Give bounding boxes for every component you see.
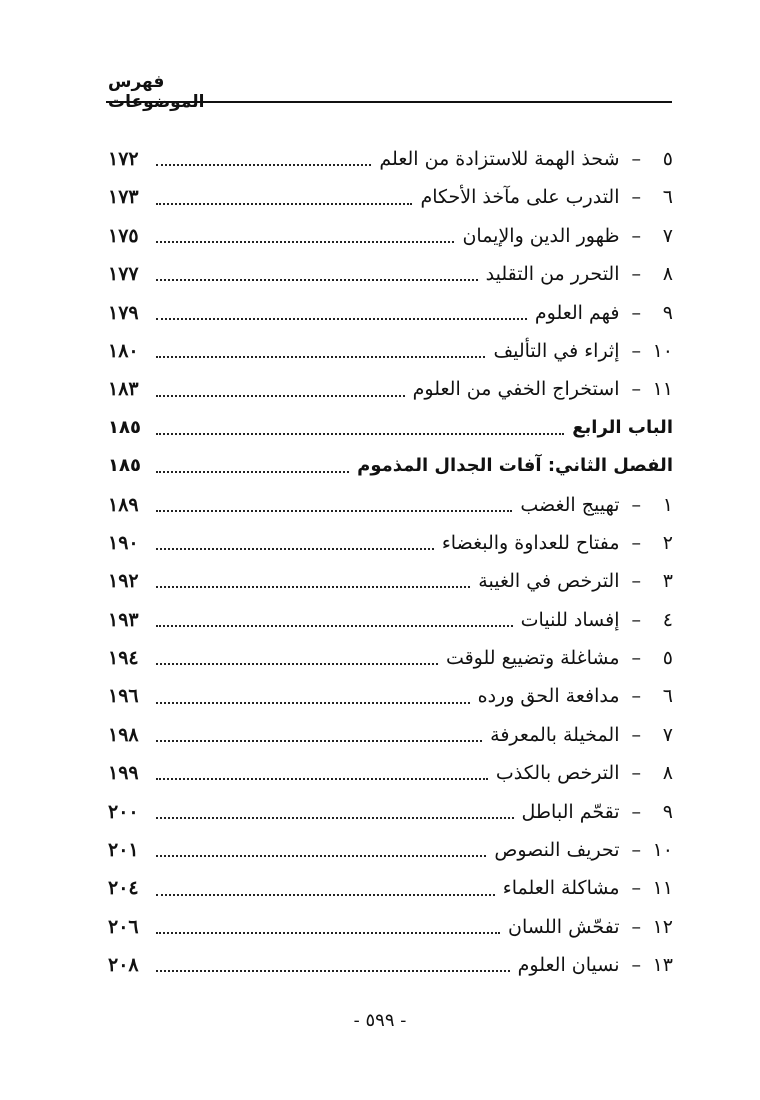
entry-page-number: ٢٠٦ — [108, 915, 139, 938]
toc-heading — [108, 447, 673, 485]
entry-number: ٩ — [662, 800, 673, 823]
entry-number: ٢ — [662, 531, 673, 554]
toc-entry — [108, 677, 673, 715]
entry-title: المخيلة بالمعرفة — [490, 723, 620, 746]
entry-title: تقحّم الباطل — [521, 800, 620, 823]
dot-leader — [156, 241, 454, 243]
entry-page-number: ٢٠١ — [108, 839, 139, 862]
dot-leader — [156, 356, 485, 358]
entry-number: ٨ — [662, 263, 673, 286]
dot-leader — [156, 663, 438, 665]
dot-leader — [156, 510, 512, 512]
toc-entry — [108, 754, 673, 792]
entry-page-number: ١٩٩ — [108, 762, 139, 785]
entry-page-number: ١٨٠ — [108, 339, 139, 362]
entry-page-number: ١٧٥ — [108, 224, 139, 247]
entry-title: التدرب على مآخذ الأحكام — [420, 186, 620, 209]
dot-leader — [156, 586, 470, 588]
entry-dash: – — [631, 839, 641, 862]
entry-number: ٤ — [662, 608, 673, 631]
entry-page-number: ١٨٣ — [108, 378, 139, 401]
entry-page-number: ١٩٨ — [108, 723, 139, 746]
entry-dash: – — [631, 301, 641, 324]
entry-page-number: ١٩٦ — [108, 685, 139, 708]
entry-dash: – — [631, 800, 641, 823]
entry-number: ٦ — [662, 186, 673, 209]
entry-title: الباب الرابع — [572, 416, 673, 438]
toc-entry — [108, 370, 673, 408]
entry-dash: – — [631, 378, 641, 401]
toc-entry — [108, 831, 673, 869]
entry-page-number: ١٨٥ — [108, 455, 141, 477]
entry-page-number: ١٧٣ — [108, 186, 139, 209]
entry-title: فهم العلوم — [534, 301, 620, 324]
entry-page-number: ١٧٢ — [108, 148, 139, 170]
page-number: - ٥٩٩ - — [353, 1010, 407, 1031]
running-header-title: فهرس الموضوعات — [108, 72, 205, 112]
toc-entry — [108, 217, 673, 255]
entry-dash: – — [631, 224, 641, 247]
entry-dash: – — [631, 531, 641, 554]
header-rule — [106, 101, 672, 103]
entry-title: إثراء في التأليف — [493, 339, 620, 362]
entry-number: ٣ — [662, 570, 673, 593]
entry-dash: – — [631, 685, 641, 708]
entry-title: التحرر من التقليد — [485, 263, 620, 286]
entry-dash: – — [631, 915, 641, 938]
toc-entry — [108, 524, 673, 562]
entry-dash: – — [631, 186, 641, 209]
entry-title: الفصل الثاني: آفات الجدال المذموم — [357, 455, 673, 477]
toc-entry — [108, 486, 673, 524]
dot-leader — [156, 548, 434, 550]
entry-dash: – — [631, 608, 641, 631]
dot-leader — [156, 932, 500, 934]
dot-leader — [156, 740, 482, 742]
entry-page-number: ١٧٧ — [108, 263, 139, 286]
entry-page-number: ٢٠٠ — [108, 800, 139, 823]
entry-dash: – — [631, 263, 641, 286]
dot-leader — [156, 318, 527, 320]
entry-page-number: ١٩٣ — [108, 608, 139, 631]
table-of-contents — [108, 140, 673, 985]
dot-leader — [156, 625, 513, 627]
entry-title: مدافعة الحق ورده — [477, 685, 620, 708]
entry-page-number: ١٩٢ — [108, 570, 139, 593]
entry-title: مشاغلة وتضييع للوقت — [445, 647, 620, 670]
entry-dash: – — [631, 493, 641, 516]
entry-number: ٧ — [662, 224, 673, 247]
entry-page-number: ١٨٥ — [108, 416, 141, 438]
entry-number: ١٢ — [652, 915, 673, 938]
entry-number: ١٠ — [652, 839, 673, 862]
entry-dash: – — [631, 570, 641, 593]
entry-number: ١ — [662, 493, 673, 516]
toc-entry — [108, 908, 673, 946]
dot-leader — [156, 203, 412, 205]
toc-entry — [108, 639, 673, 677]
entry-dash: – — [631, 148, 641, 170]
entry-title: الترخص بالكذب — [495, 762, 620, 785]
toc-entry — [108, 140, 673, 178]
dot-leader — [156, 702, 470, 704]
dot-leader — [156, 471, 349, 473]
entry-number: ٨ — [662, 762, 673, 785]
entry-title: نسيان العلوم — [517, 954, 620, 977]
entry-dash: – — [631, 762, 641, 785]
entry-title: تفحّش اللسان — [508, 915, 620, 938]
entry-number: ٥ — [662, 647, 673, 670]
entry-title: تحريف النصوص — [494, 839, 620, 862]
dot-leader — [156, 817, 514, 819]
toc-entry — [108, 601, 673, 639]
entry-title: ظهور الدين والإيمان — [462, 224, 620, 247]
entry-number: ٥ — [662, 148, 673, 170]
entry-number: ٧ — [662, 723, 673, 746]
toc-entry — [108, 793, 673, 831]
toc-entry — [108, 178, 673, 216]
entry-number: ١٠ — [652, 339, 673, 362]
entry-dash: – — [631, 723, 641, 746]
entry-title: استخراج الخفي من العلوم — [412, 378, 620, 401]
dot-leader — [156, 279, 478, 281]
toc-entry — [108, 294, 673, 332]
dot-leader — [156, 395, 405, 397]
entry-page-number: ١٩٤ — [108, 647, 139, 670]
entry-number: ٦ — [662, 685, 673, 708]
entry-page-number: ١٧٩ — [108, 301, 139, 324]
entry-title: مفتاح للعداوة والبغضاء — [441, 531, 620, 554]
entry-number: ١١ — [652, 877, 673, 900]
entry-number: ١٣ — [652, 954, 673, 977]
entry-dash: – — [631, 647, 641, 670]
toc-entry — [108, 562, 673, 600]
toc-entry — [108, 946, 673, 984]
entry-title: شحذ الهمة للاستزادة من العلم — [379, 148, 620, 170]
entry-number: ١١ — [652, 378, 673, 401]
toc-heading — [108, 409, 673, 447]
dot-leader — [156, 164, 371, 166]
entry-title: تهييج الغضب — [520, 493, 620, 516]
entry-title: إفساد للنيات — [520, 608, 620, 631]
entry-dash: – — [631, 954, 641, 977]
entry-dash: – — [631, 877, 641, 900]
dot-leader — [156, 433, 564, 435]
entry-page-number: ١٩٠ — [108, 531, 139, 554]
dot-leader — [156, 970, 510, 972]
entry-page-number: ٢٠٨ — [108, 954, 139, 977]
entry-title: مشاكلة العلماء — [502, 877, 620, 900]
dot-leader — [156, 855, 486, 857]
entry-page-number: ١٨٩ — [108, 493, 139, 516]
toc-entry — [108, 869, 673, 907]
dot-leader — [156, 894, 495, 896]
entry-number: ٩ — [662, 301, 673, 324]
entry-title: الترخص في الغيبة — [478, 570, 620, 593]
toc-entry — [108, 255, 673, 293]
entry-page-number: ٢٠٤ — [108, 877, 139, 900]
toc-entry — [108, 332, 673, 370]
dot-leader — [156, 778, 488, 780]
toc-entry — [108, 716, 673, 754]
entry-dash: – — [631, 339, 641, 362]
